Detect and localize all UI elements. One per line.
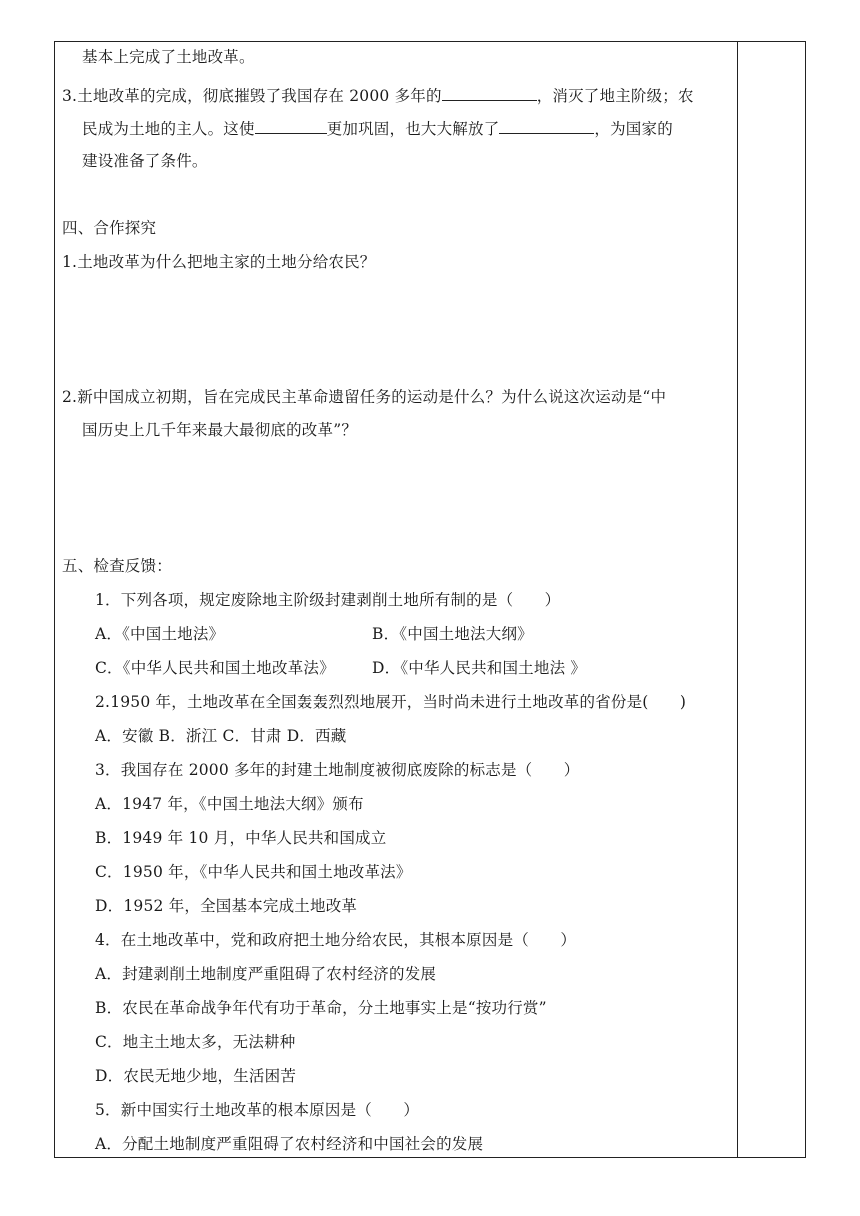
inquiry-question-2-line-1: 2.新中国成立初期，旨在完成民主革命遗留任务的运动是什么？为什么说这次运动是“中 — [62, 388, 667, 406]
quiz-option[interactable]: A．安徽 B．浙江 C．甘肃 D．西藏 — [95, 727, 347, 745]
quiz-question-stem: 1．下列各项，规定废除地主阶级封建剥削土地所有制的是（ ） — [95, 591, 561, 609]
intro-line: 基本上完成了土地改革。 — [82, 48, 255, 66]
quiz-option[interactable]: C．1950 年，《中华人民共和国土地改革法》 — [95, 863, 412, 881]
quiz-option[interactable]: A．1947 年，《中国土地法大纲》颁布 — [95, 795, 364, 813]
section-heading-4: 四、合作探究 — [62, 219, 157, 237]
column-divider — [737, 41, 738, 1158]
inquiry-question-2-line-2: 国历史上几千年来最大最彻底的改革”？ — [82, 421, 358, 439]
quiz-question-stem: 2.1950 年，土地改革在全国轰轰烈烈地展开，当时尚未进行土地改革的省份是( ) — [95, 693, 687, 711]
quiz-option[interactable]: B．《中国土地法大纲》 — [372, 625, 533, 643]
q3-line-3: 建设准备了条件。 — [82, 152, 208, 170]
quiz-option[interactable]: D．农民无地少地，生活困苦 — [95, 1067, 297, 1085]
quiz-option[interactable]: B．1949 年 10 月，中华人民共和国成立 — [95, 829, 387, 847]
answer-blank[interactable] — [442, 85, 537, 101]
quiz-option[interactable]: A．封建剥削土地制度严重阻碍了农村经济的发展 — [95, 965, 437, 983]
quiz-option[interactable]: B．农民在革命战争年代有功于革命，分土地事实上是“按功行赏” — [95, 999, 547, 1017]
inquiry-question-1: 1.土地改革为什么把地主家的土地分给农民？ — [62, 253, 376, 271]
quiz-option[interactable]: D．《中华人民共和国土地法 》 — [372, 659, 587, 677]
quiz-question-stem: 5．新中国实行土地改革的根本原因是（ ） — [95, 1101, 420, 1119]
quiz-option[interactable]: D．1952 年，全国基本完成土地改革 — [95, 897, 358, 915]
quiz-option[interactable]: A．《中国土地法》 — [95, 625, 225, 643]
q3-line-1: 3.土地改革的完成，彻底摧毁了我国存在 2000 多年的 ，消灭了地主阶级；农 — [62, 87, 694, 105]
answer-blank[interactable] — [499, 118, 594, 134]
quiz-option[interactable]: C．地主土地太多，无法耕种 — [95, 1033, 296, 1051]
q3-line-2: 民成为土地的主人。这使 更加巩固，也大大解放了 ，为国家的 — [82, 120, 673, 138]
quiz-question-stem: 4．在土地改革中，党和政府把土地分给农民，其根本原因是（ ） — [95, 931, 577, 949]
quiz-option[interactable]: A．分配土地制度严重阻碍了农村经济和中国社会的发展 — [95, 1135, 484, 1153]
section-heading-5: 五、检查反馈： — [62, 557, 172, 575]
answer-blank[interactable] — [255, 118, 327, 134]
quiz-question-stem: 3．我国存在 2000 多年的封建土地制度被彻底废除的标志是（ ） — [95, 761, 580, 779]
quiz-option[interactable]: C．《中华人民共和国土地改革法》 — [95, 659, 335, 677]
